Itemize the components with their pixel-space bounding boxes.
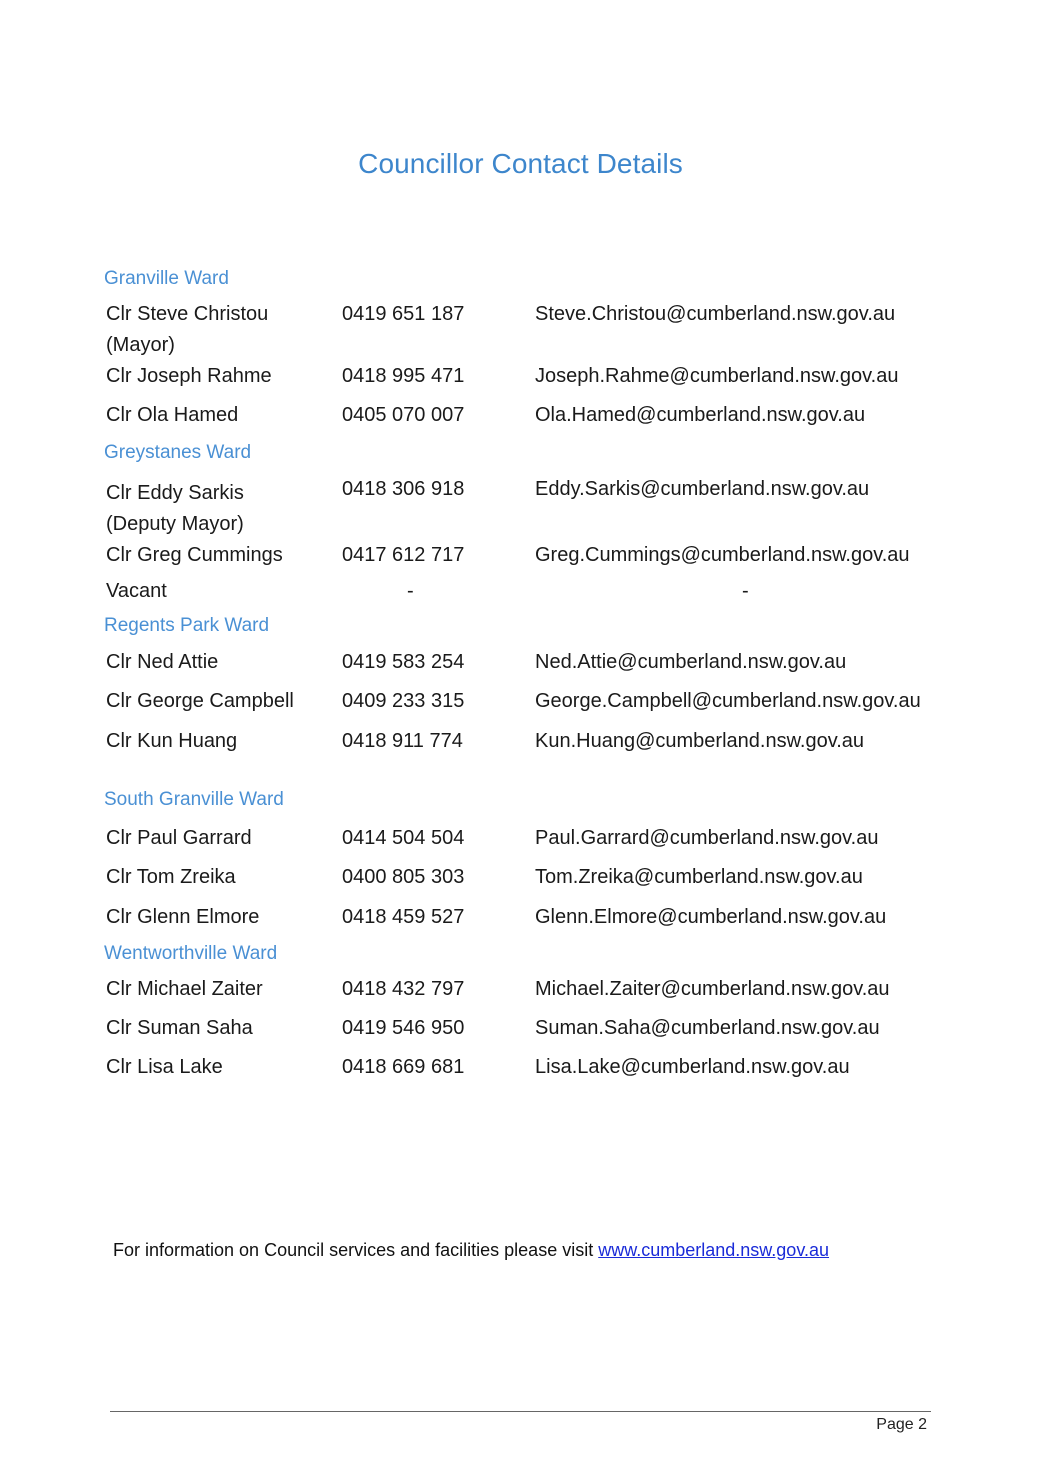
councillor-phone: 0418 459 527	[342, 906, 465, 928]
councillor-phone: 0400 805 303	[342, 866, 465, 888]
ward-heading-wentworthville: Wentworthville Ward	[104, 943, 278, 964]
councillor-email[interactable]: Ola.Hamed@cumberland.nsw.gov.au	[535, 404, 866, 426]
councillor-phone: 0418 995 471	[342, 365, 465, 387]
councillor-name: Clr Tom Zreika	[106, 866, 236, 888]
councillor-phone: 0418 306 918	[342, 478, 465, 500]
councillor-role: (Mayor)	[106, 334, 175, 356]
councillor-name: Clr Ola Hamed	[106, 404, 239, 426]
page-number: Page 2	[876, 1416, 927, 1433]
councillor-name: Clr Glenn Elmore	[106, 906, 260, 928]
councillor-email[interactable]: Steve.Christou@cumberland.nsw.gov.au	[535, 303, 896, 325]
councillor-email[interactable]: Greg.Cummings@cumberland.nsw.gov.au	[535, 544, 910, 566]
councillor-email[interactable]: Ned.Attie@cumberland.nsw.gov.au	[535, 651, 847, 673]
website-link[interactable]: www.cumberland.nsw.gov.au	[598, 1240, 830, 1260]
councillor-phone: 0418 911 774	[342, 730, 463, 752]
councillor-name: Clr Michael Zaiter	[106, 978, 263, 1000]
councillor-phone: 0417 612 717	[342, 544, 465, 566]
councillor-email[interactable]: Suman.Saha@cumberland.nsw.gov.au	[535, 1017, 880, 1039]
ward-heading-south-granville: South Granville Ward	[104, 789, 284, 810]
footer-text: For information on Council services and facilities please visit	[113, 1240, 599, 1260]
councillor-email[interactable]: Paul.Garrard@cumberland.nsw.gov.au	[535, 827, 879, 849]
councillor-phone: -	[407, 580, 414, 602]
councillor-phone: 0409 233 315	[342, 690, 465, 712]
councillor-email: -	[742, 580, 749, 602]
councillor-name: Clr Greg Cummings	[106, 544, 283, 566]
councillor-phone: 0418 669 681	[342, 1056, 465, 1078]
footer-divider	[110, 1411, 931, 1412]
councillor-name: Clr Kun Huang	[106, 730, 238, 752]
councillor-name: Clr Paul Garrard	[106, 827, 252, 849]
councillor-email[interactable]: Michael.Zaiter@cumberland.nsw.gov.au	[535, 978, 890, 1000]
councillor-name: Clr Steve Christou (Mayor)	[106, 299, 334, 361]
councillor-phone: 0414 504 504	[342, 827, 465, 849]
councillor-phone: 0405 070 007	[342, 404, 465, 426]
councillor-phone: 0418 432 797	[342, 978, 465, 1000]
councillor-phone: 0419 651 187	[342, 303, 465, 325]
councillor-email[interactable]: Joseph.Rahme@cumberland.nsw.gov.au	[535, 365, 899, 387]
councillor-name: Clr Joseph Rahme	[106, 365, 272, 387]
councillor-name: Clr Lisa Lake	[106, 1056, 223, 1078]
councillor-email[interactable]: Glenn.Elmore@cumberland.nsw.gov.au	[535, 906, 887, 928]
councillor-email[interactable]: Lisa.Lake@cumberland.nsw.gov.au	[535, 1056, 850, 1078]
councillor-email[interactable]: Tom.Zreika@cumberland.nsw.gov.au	[535, 866, 863, 888]
councillor-role: (Deputy Mayor)	[106, 513, 244, 535]
councillor-phone: 0419 546 950	[342, 1017, 465, 1039]
ward-heading-regents-park: Regents Park Ward	[104, 615, 270, 636]
councillor-email[interactable]: Eddy.Sarkis@cumberland.nsw.gov.au	[535, 478, 870, 500]
councillor-name: Clr Eddy Sarkis (Deputy Mayor)	[106, 478, 334, 540]
councillor-name: Clr George Campbell	[106, 690, 294, 712]
councillor-phone: 0419 583 254	[342, 651, 465, 673]
councillor-name: Clr Ned Attie	[106, 651, 219, 673]
ward-heading-granville: Granville Ward	[104, 268, 229, 289]
footer-note	[113, 1240, 829, 1261]
page-title: Councillor Contact Details	[358, 148, 683, 179]
councillor-name: Clr Suman Saha	[106, 1017, 253, 1039]
councillor-email[interactable]: George.Campbell@cumberland.nsw.gov.au	[535, 690, 921, 712]
ward-heading-greystanes: Greystanes Ward	[104, 442, 252, 463]
councillor-email[interactable]: Kun.Huang@cumberland.nsw.gov.au	[535, 730, 865, 752]
councillor-name: Vacant	[106, 580, 167, 602]
